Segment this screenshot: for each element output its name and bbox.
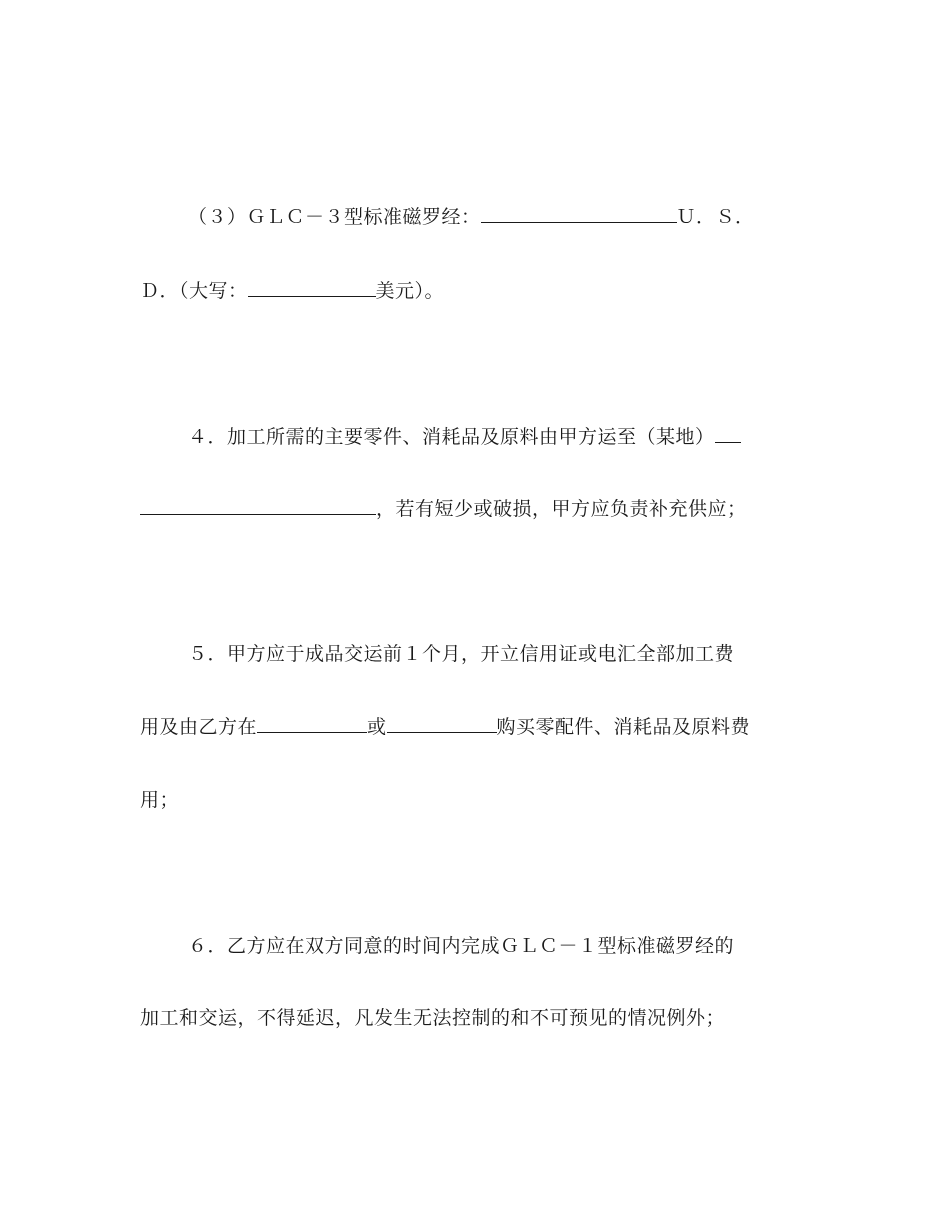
location-blank bbox=[140, 496, 376, 515]
clause-6-line-2-text: 加工和交运，不得延迟，凡发生无法控制的和不可预见的情况例外； bbox=[140, 1007, 726, 1029]
clause-3-line-1 bbox=[140, 204, 848, 229]
clause-4-line-1 bbox=[140, 424, 848, 449]
clause-5-line-3 bbox=[140, 788, 800, 812]
clause-4-line-2 bbox=[140, 496, 800, 521]
clause-5-line-2 bbox=[140, 714, 800, 739]
clause-5-line-1 bbox=[140, 642, 848, 666]
clause-4-text: ４．加工所需的主要零件、消耗品及原料由甲方运至（某地） bbox=[188, 426, 715, 448]
currency-prefix: Ｕ．Ｓ． bbox=[676, 206, 755, 228]
clause-6-line-2 bbox=[140, 1006, 800, 1030]
currency-suffix-label: Ｄ．（大写： bbox=[140, 280, 248, 302]
clause-5-line-2-suffix: 购买零配件、消耗品及原料费 bbox=[496, 716, 751, 738]
clause-6-text: ６．乙方应在双方同意的时间内完成ＧＬＣ－１型标准磁罗经的 bbox=[188, 935, 735, 957]
usd-label: 美元）。 bbox=[375, 280, 445, 302]
clause-4-continuation: ，若有短少或破损，甲方应负责补充供应； bbox=[376, 498, 747, 520]
clause-3-line-2 bbox=[140, 278, 800, 303]
clause-3-label: （３）ＧＬＣ－３型标准磁罗经： bbox=[188, 206, 481, 228]
clause-5-line-2-prefix: 用及由乙方在 bbox=[140, 716, 258, 738]
price-blank bbox=[481, 204, 677, 223]
purchase-place-blank-2 bbox=[387, 714, 497, 733]
clause-5-or: 或 bbox=[367, 716, 387, 738]
amount-in-words-blank bbox=[248, 278, 376, 297]
clause-5-line-3-text: 用； bbox=[140, 789, 180, 811]
location-blank-start bbox=[715, 424, 741, 443]
purchase-place-blank-1 bbox=[257, 714, 367, 733]
clause-6-line-1 bbox=[140, 934, 848, 958]
clause-5-text: ５．甲方应于成品交运前１个月，开立信用证或电汇全部加工费 bbox=[188, 643, 735, 665]
